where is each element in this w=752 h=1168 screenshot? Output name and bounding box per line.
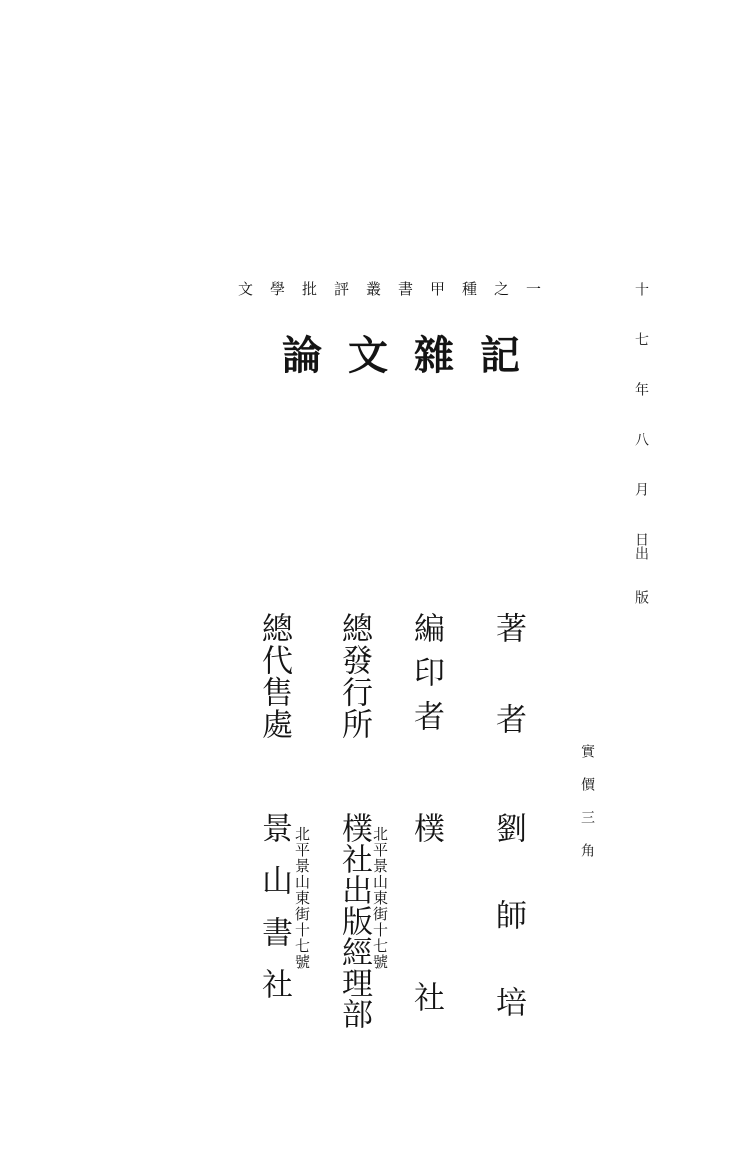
editor-name: 樸社 [408,812,444,1150]
publisher-name-part1: 樸社出 [336,812,372,905]
publisher-label: 總發行所 [336,612,372,740]
series-line: 文學批評叢書甲種之一 [238,280,559,298]
publication-date [634,282,728,742]
author-label: 著者 [490,612,526,794]
book-title: 論文雜記 [282,332,546,379]
publisher-name-part2: 版經理部 [336,905,372,1029]
author-name: 劉師培 [490,812,526,1073]
date-day: 日 [633,532,649,546]
price: 實價三角 [579,744,595,876]
distributor-address: 北平景山東街十七號 [293,826,311,970]
publisher-address: 北平景山東街十七號 [371,826,389,970]
date-year: 十七年 [633,282,649,432]
distributor-label: 總代售處 [256,612,292,740]
distributor-name: 景山書社 [256,812,292,1020]
editor-label: 編印者 [408,612,444,744]
publisher-name [336,812,372,1029]
date-publish: 出版 [633,546,649,634]
date-month: 八月 [633,432,649,532]
